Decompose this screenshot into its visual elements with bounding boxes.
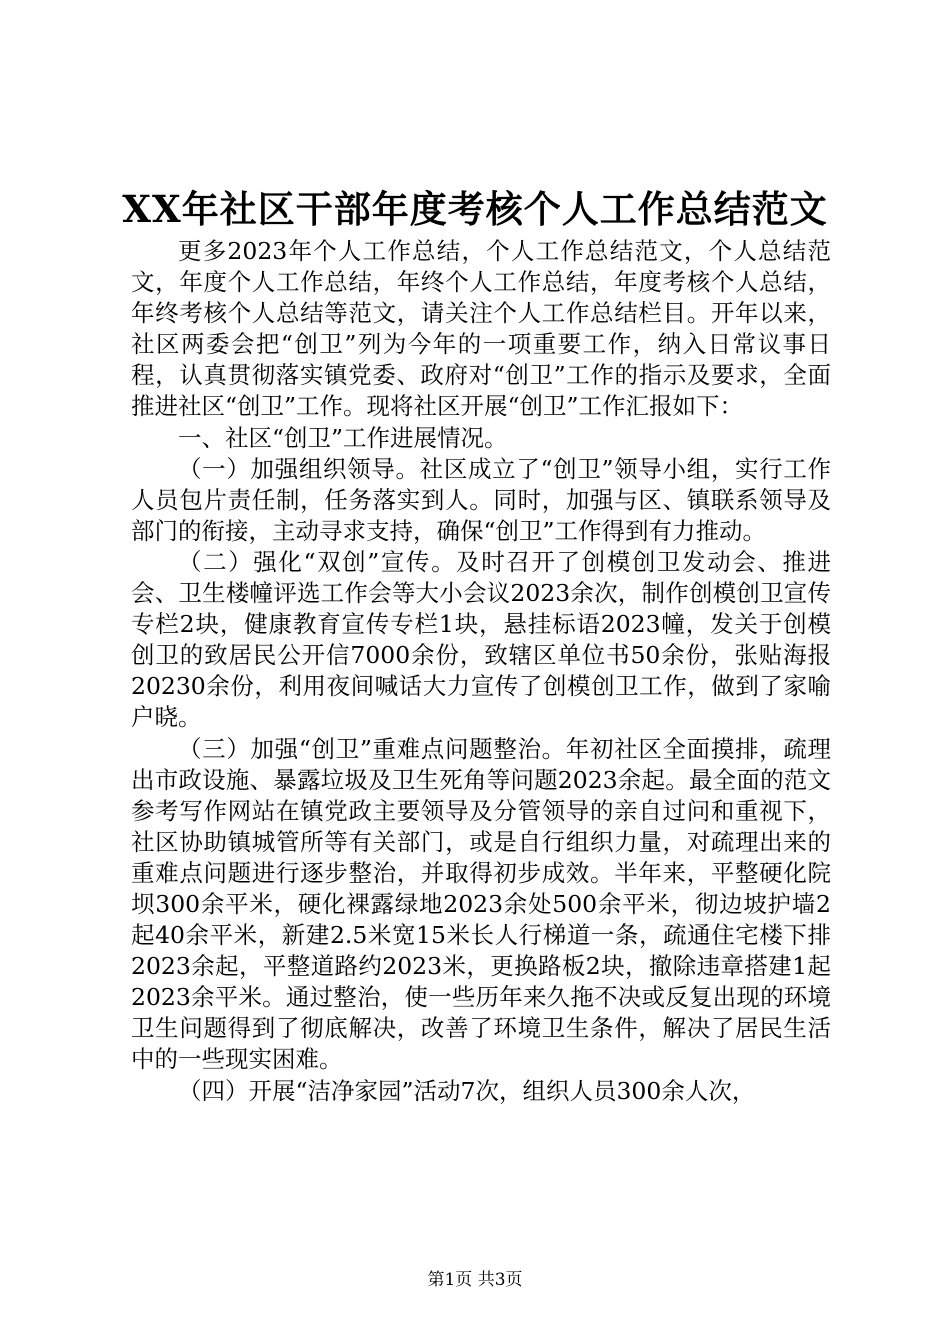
paragraph: （二）强化“双创”宣传。及时召开了创模创卫发动会、推进会、卫生楼幢评选工作会等大小会议2023余次，制作创模创卫宣传专栏2块，健康教育宣传专栏1块，悬挂标语2023幢，发关于创模创卫的致居民公开信7000余份，致辖区单位书50余份，张贴海报20230余份，利用夜间喊话大力宣传了创模创卫工作，做到了家喻户晓。	[131, 547, 831, 732]
document-body	[131, 236, 831, 1107]
section-heading: 一、社区“创卫”工作进展情况。	[178, 423, 508, 452]
page-number-footer: 第1页 共3页	[427, 1270, 523, 1290]
paragraph: （四）开展“洁净家园”活动7次，组织人员300余人次，	[178, 1076, 756, 1105]
paragraph: （三）加强“创卫”重难点问题整治。年初社区全面摸排，疏理出市政设施、暴露垃圾及卫生死角等问题2023余起。最全面的范文参考写作网站在镇党政主要领导及分管领导的亲自过问和重视下，社区协助镇城管所等有关部门，或是自行组织力量，对疏理出来的重难点问题进行逐步整治，并取得初步成效。半年来，平整硬化院坝300余平米，硬化裸露绿地2023余处500余平米，彻边坡护墙2起40余平米，新建2.5米宽15米长人行梯道一条，疏通住宅楼下排2023余起，平整道路约2023米，更换路板2块，撤除违章搭建1起2023余平米。通过整治，使一些历年来久拖不决或反复出现的环境卫生问题得到了彻底解决，改善了环境卫生条件，解决了居民生活中的一些现实困难。	[131, 734, 831, 1074]
paragraph: （一）加强组织领导。社区成立了“创卫”领导小组，实行工作人员包片责任制，任务落实到人。同时，加强与区、镇联系领导及部门的衔接，主动寻求支持，确保“创卫”工作得到有力推动。	[131, 454, 831, 545]
document-title: XX年社区干部年度考核个人工作总结范文	[122, 187, 828, 231]
paragraph: 更多2023年个人工作总结，个人工作总结范文，个人总结范文，年度个人工作总结，年终个人工作总结，年度考核个人总结，年终考核个人总结等范文，请关注个人工作总结栏目。开年以来，社区两委会把“创卫”列为今年的一项重要工作，纳入日常议事日程，认真贯彻落实镇党委、政府对“创卫”工作的指示及要求，全面推进社区“创卫”工作。现将社区开展“创卫”工作汇报如下：	[131, 237, 831, 421]
